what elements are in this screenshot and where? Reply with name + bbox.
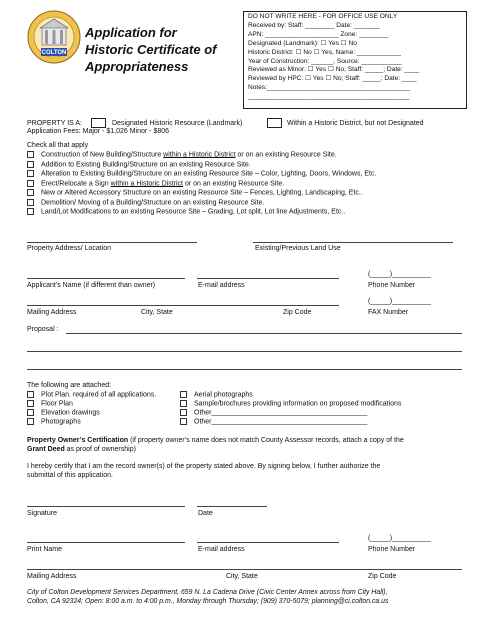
signature-line[interactable] xyxy=(27,506,185,507)
office-line: Historic District: ☐ No ☐ Yes, Name: ____________ xyxy=(248,48,401,56)
title-line-1: Application for xyxy=(85,25,177,40)
sign-email-label: E-mail address xyxy=(198,546,245,553)
checkbox-icon[interactable] xyxy=(180,418,187,425)
attached-item[interactable]: Sample/brochures providing information on proposed modifications xyxy=(180,400,401,407)
title-line-2: Historic Certificate of xyxy=(85,42,217,57)
proposal-line-1[interactable] xyxy=(66,333,462,334)
checkbox-icon[interactable] xyxy=(27,199,34,206)
mailing-label: Mailing Address xyxy=(27,309,77,316)
date-label: Date xyxy=(198,510,213,517)
checkbox-icon[interactable] xyxy=(27,180,34,187)
office-line: Notes:_______________________________________ xyxy=(248,84,411,92)
email-label: E-mail address xyxy=(198,282,245,289)
title-line-3: Appropriateness xyxy=(85,59,189,74)
signature-label: Signature xyxy=(27,510,57,517)
proposal-line-3[interactable] xyxy=(27,369,462,370)
land-use-line[interactable] xyxy=(253,242,453,243)
sign-mailing-label: Mailing Address xyxy=(27,573,77,580)
sign-mailing-line[interactable] xyxy=(27,569,462,570)
city-seal-logo xyxy=(27,10,81,64)
print-name-label: Print Name xyxy=(27,546,63,553)
checkbox-icon[interactable] xyxy=(27,409,34,416)
city-state-label: City, State xyxy=(141,309,173,316)
applicant-name-line[interactable] xyxy=(27,278,185,279)
sign-zip-label: Zip Code xyxy=(368,573,397,580)
footer-line-1: City of Colton Development Services Department, 659 N. La Cadena Drive (Civic Center Annex across from City Hall), xyxy=(27,589,388,596)
land-use-label: Existing/Previous Land Use xyxy=(255,245,341,252)
proposal-label: Proposal : xyxy=(27,326,59,333)
checkbox-icon[interactable] xyxy=(180,391,187,398)
property-label: PROPERTY IS A: xyxy=(27,120,82,127)
office-line: Designated (Landmark): ☐ Yes ☐ No xyxy=(248,39,357,47)
checkbox-icon[interactable] xyxy=(27,208,34,215)
check-item[interactable]: New or Altered Accessory Structure on an existing Resource Site – Fences, Lighting, Landscaping, Etc.. xyxy=(27,189,363,196)
office-line: Reviewed by HPC: ☐ Yes ☐ No; Staff: _____; Date: ____ xyxy=(248,75,417,83)
checkbox-icon[interactable] xyxy=(180,400,187,407)
fax-label: FAX Number xyxy=(368,309,409,316)
checkbox-icon[interactable] xyxy=(180,409,187,416)
owner-cert-text-2: Grant Deed as proof of ownership) xyxy=(27,446,136,453)
checkbox-icon[interactable] xyxy=(27,170,34,177)
checkbox-icon[interactable] xyxy=(27,418,34,425)
office-line: Received by: Staff: ________ Date: _______ xyxy=(248,21,380,29)
office-line: ____________________________________________ xyxy=(248,93,410,101)
seal-text: COLTON xyxy=(41,50,67,57)
certify-text: I hereby certify that I am the record owner(s) of the property stated above. By signing below, I further authorize the xyxy=(27,463,381,470)
mailing-line[interactable] xyxy=(27,305,339,306)
certify-text-2: submittal of this application. xyxy=(27,472,113,479)
office-line: APN: ____________________ Zone: ________ xyxy=(248,30,389,38)
applicant-name-label: Applicant’s Name (if different than owner) xyxy=(27,282,156,289)
print-name-line[interactable] xyxy=(27,542,185,543)
district-checkbox[interactable] xyxy=(267,118,282,128)
landmark-option-label: Designated Historic Resource (Landmark) xyxy=(112,120,243,127)
footer-line-2: Colton, CA 92324; Open: 8:00 a.m. to 4:00 p.m., Monday through Thursday; (909) 370-5079; planning@ci.colton.ca.us xyxy=(27,598,389,605)
landmark-checkbox[interactable] xyxy=(91,118,106,128)
checkbox-icon[interactable] xyxy=(27,189,34,196)
phone-label: Phone Number xyxy=(368,282,416,289)
sign-phone-label: Phone Number xyxy=(368,546,416,553)
office-line: Reviewed as Minor: ☐ Yes ☐ No; Staff: _____; Date: ____ xyxy=(248,66,420,74)
attached-item[interactable]: Other________________________________________ xyxy=(180,409,367,416)
checkbox-icon[interactable] xyxy=(27,151,34,158)
attached-heading: The following are attached: xyxy=(27,382,112,389)
email-line[interactable] xyxy=(197,278,339,279)
check-item[interactable]: Alteration to Existing Building/Structure on an existing Resource Site – Color, Lighting, Doors, Windows, Etc. xyxy=(27,170,376,177)
check-item[interactable]: Land/Lot Modifications to an existing Resource Site – Grading, Lot split, Lot line Adjustments, Etc.. xyxy=(27,208,345,215)
date-line[interactable] xyxy=(197,506,267,507)
page-title xyxy=(85,24,216,75)
office-line: DO NOT WRITE HERE - FOR OFFICE USE ONLY xyxy=(248,13,398,20)
office-line: Year of Construction: ______, Source: ___________ xyxy=(248,57,402,65)
office-use-box xyxy=(243,11,467,109)
attached-item[interactable]: Aerial photographs xyxy=(180,391,253,398)
sign-city-state-label: City, State xyxy=(226,573,258,580)
checkbox-icon[interactable] xyxy=(27,161,34,168)
check-item[interactable]: Construction of New Building/Structure within a Historic District or on an existing Resource Site. xyxy=(27,151,337,158)
application-fees: Application Fees: Major - $1,026 Minor - $806 xyxy=(27,128,170,135)
owner-cert-text: Property Owner’s Certification (if property owner’s name does not match County Assessor records, attach a copy of the xyxy=(27,437,404,444)
attached-item[interactable]: Floor Plan xyxy=(27,400,73,407)
proposal-line-2[interactable] xyxy=(27,351,462,352)
checkbox-icon[interactable] xyxy=(27,391,34,398)
property-address-line[interactable] xyxy=(27,242,197,243)
checkbox-icon[interactable] xyxy=(27,400,34,407)
district-option-label: Within a Historic District, but not Designated xyxy=(287,120,424,127)
attached-item[interactable]: Other________________________________________ xyxy=(180,418,367,425)
property-address-label: Property Address/ Location xyxy=(27,245,112,252)
phone-blank[interactable]: (_____)__________ xyxy=(368,271,432,278)
sign-phone-blank[interactable]: (_____)__________ xyxy=(368,535,432,542)
attached-item[interactable]: Plot Plan. required of all applications. xyxy=(27,391,156,398)
check-item[interactable]: Addition to Existing Building/Structure on an existing Resource Site. xyxy=(27,161,251,168)
attached-item[interactable]: Elevation drawings xyxy=(27,409,100,416)
attached-item[interactable]: Photographs xyxy=(27,418,81,425)
check-heading: Check all that apply xyxy=(27,142,89,149)
check-item[interactable]: Demolition/ Moving of a Building/Structure on an existing Resource Site. xyxy=(27,199,264,206)
check-item[interactable]: Erect/Relocate a Sign within a Historic District or on an existing Resource Site. xyxy=(27,180,284,187)
fax-blank[interactable]: (_____)__________ xyxy=(368,298,432,305)
zip-label: Zip Code xyxy=(283,309,312,316)
sign-email-line[interactable] xyxy=(197,542,339,543)
